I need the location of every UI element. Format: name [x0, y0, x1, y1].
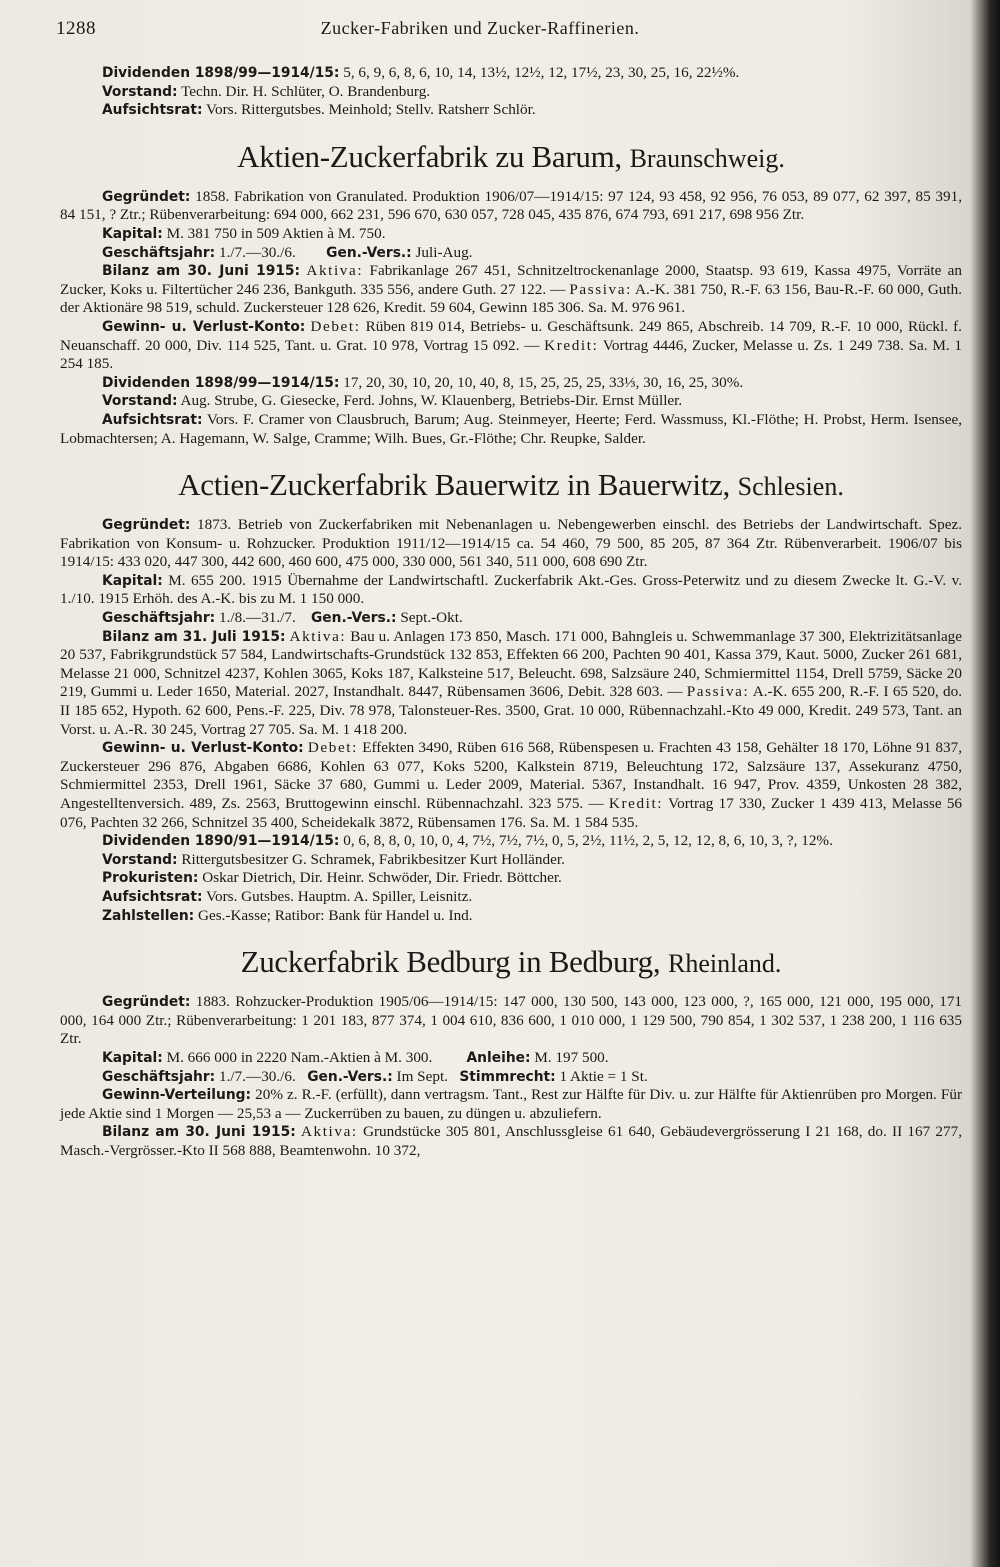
- dividenden-text: 0, 6, 8, 8, 0, 10, 0, 4, 7½, 7½, 7½, 0, 5, 2½, 11½, 2, 5, 12, 12, 8, 6, 10, 3, ?, 12%.: [343, 832, 833, 850]
- intro-vorstand-text: Techn. Dir. H. Schlüter, O. Brandenburg.: [181, 82, 431, 100]
- genvers-text: Im Sept.: [396, 1067, 448, 1085]
- company-bauerwitz: [60, 468, 962, 925]
- intro-aufsichtsrat-label: Aufsichtsrat:: [102, 102, 203, 119]
- bilanz-paragraph: [60, 1123, 962, 1160]
- prokuristen-label: Prokuristen:: [102, 870, 199, 887]
- genvers-text: Sept.-Okt.: [400, 609, 463, 627]
- company-bedburg: [60, 945, 962, 1160]
- passiva-word: Passiva:: [686, 683, 750, 701]
- genvers-label: Gen.-Vers.:: [307, 1068, 393, 1085]
- intro-aufsichtsrat: [60, 101, 962, 120]
- bilanz-label: Bilanz am 30. Juni 1915:: [102, 1124, 296, 1141]
- gegruendet-text: 1873. Betrieb von Zuckerfabriken mit Nebenanlagen u. Nebengewerben einschl. des Betriebs der Landwirtschaft. Spez. Fabrikation von Konsum- u. Rohzucker. Produktion 1911/12—1914/15 ca. 54 460, 79 500, 85 205, 87 364 Ztr. Rübenverarbeit. 1906/07 bis 1914/15: 433 020, 447 300, 442 600, 460 600, 475 000, 330 000, 561 340, 511 000, 608 690 Ztr.: [60, 516, 963, 571]
- gewinnverteilung-paragraph: [60, 1086, 962, 1123]
- stimmrecht-text: 1 Aktie = 1 St.: [559, 1067, 648, 1085]
- company-title: [60, 140, 962, 176]
- company-location: Rheinland.: [668, 949, 782, 979]
- aufsichtsrat-label: Aufsichtsrat:: [102, 411, 203, 428]
- company-name: Actien-Zuckerfabrik Bauerwitz in Bauerwitz,: [178, 467, 730, 503]
- vorstand-text: Rittergutsbesitzer G. Schramek, Fabrikbesitzer Kurt Holländer.: [181, 850, 565, 868]
- debet-text: Effekten 3490, Rüben 616 568, Rübenspesen u. Frachten 43 158, Gehälter 18 170, Löhne 91 837, Zuckersteuer 296 876, Abgaben 6686, Kohlen 63 077, Koks 5200, Kalkstein 8719, Beleuchtung 172, Salzsäure 137, Assekuranz 4750, Schmiermittel 2353, Drell 1961, Säcke 37 680, Gummi u. Leder 2009, Material. 5367, Instandhalt. 16 947, Prov. 4359, Unkosten 28 382, Angestelltenversich. 489, Zs. 2563, Bruttogewinn einschl. Rübennachzahl. 323 575. —: [60, 739, 963, 812]
- aktiva-text: Grundstücke 305 801, Anschlussgleise 61 640, Gebäudevergrösserung I 21 168, do. II 167 277, Masch.-Vergrösser.-Kto II 568 888, Beamtenwohn. 10 372,: [60, 1123, 962, 1159]
- stimmrecht-label: Stimmrecht:: [459, 1068, 556, 1085]
- gegruendet-label: Gegründet:: [102, 517, 191, 534]
- intro-vorstand: [60, 83, 962, 102]
- gegruendet-paragraph: [60, 516, 962, 572]
- page-content: [56, 18, 963, 1161]
- aktiva-word: Aktiva:: [300, 1123, 358, 1141]
- aufsichtsrat-label: Aufsichtsrat:: [102, 888, 203, 905]
- bilanz-paragraph: [60, 628, 962, 740]
- page-header: [56, 18, 962, 52]
- geschaeftsjahr-label: Geschäftsjahr:: [102, 1068, 216, 1085]
- kapital-label: Kapital:: [102, 572, 163, 589]
- zahlstellen-text: Ges.-Kasse; Ratibor: Bank für Handel u. Ind.: [197, 906, 473, 924]
- prokuristen-paragraph: [60, 869, 962, 888]
- intro-vorstand-label: Vorstand:: [102, 83, 178, 100]
- kapital-text: M. 666 000 in 2220 Nam.-Aktien à M. 300.: [166, 1048, 433, 1066]
- vorstand-label: Vorstand:: [102, 393, 178, 410]
- bilanz-label: Bilanz am 30. Juni 1915:: [102, 263, 301, 280]
- kredit-word: Kredit:: [608, 795, 664, 812]
- debet-word: Debet:: [307, 739, 358, 757]
- kapital-paragraph: [60, 572, 962, 609]
- zahlstellen-paragraph: [60, 907, 962, 926]
- geschaeftsjahr-text: 1./7.—30./6.: [219, 243, 296, 261]
- company-location: Braunschweig.: [629, 143, 785, 173]
- dividenden-paragraph: [60, 832, 962, 851]
- previous-company-tail: [60, 64, 962, 120]
- company-barum: [60, 140, 962, 448]
- passiva-text: A.-K. 381 750, R.-F. 63 156, Bau-R.-F. 60 000, Guth. der Aktionäre 98 519, schuld. Zuckersteuer 128 626, Kredit. 59 604, Gewinn 185 306. Sa. M. 976 961.: [60, 280, 962, 317]
- dividenden-label: Dividenden 1890/91—1914/15:: [102, 833, 340, 850]
- company-name: Zuckerfabrik Bedburg in Bedburg,: [240, 944, 661, 980]
- anleihe-text: M. 197 500.: [534, 1048, 609, 1066]
- zahlstellen-label: Zahlstellen:: [102, 907, 195, 924]
- genvers-text: Juli-Aug.: [415, 243, 473, 261]
- gewinnverteilung-text: 20% z. R.-F. (erfüllt), dann vertragsm. Tant., Rest zur Hälfte für Div. u. zur Hälfte für Aktienrüben pro Morgen. Für jede Aktie sind 1 Morgen — 25,53 a — Zuckerrüben zu bauen, zu düngen u. abzuliefern.: [60, 1086, 963, 1122]
- passiva-word: Passiva:: [569, 280, 632, 298]
- gegruendet-label: Gegründet:: [102, 994, 191, 1011]
- vorstand-label: Vorstand:: [102, 851, 178, 868]
- gegruendet-paragraph: [60, 188, 962, 225]
- geschaeftsjahr-text: 1./8.—31./7.: [219, 609, 296, 627]
- debet-word: Debet:: [310, 317, 361, 335]
- dividenden-label: Dividenden 1898/99—1914/15:: [102, 374, 340, 391]
- genvers-label: Gen.-Vers.:: [326, 244, 412, 261]
- aktiva-text: Bau u. Anlagen 173 850, Masch. 171 000, Bahngleis u. Schwemmanlage 37 300, Elektrizitätsanlage 20 537, Fabrikgrundstück 57 584, Landwirtschafts-Grundstück 132 853, Effekten 66 200, Pachten 90 401, Kassa 379, Kaut. 5000, Zucker 261 681, Melasse 21 000, Schnitzel 4237, Kohlen 3065, Koks 187, Kalksteine 517, Beleucht. 698, Salzsäure 240, Schmiermittel 1154, Drell 5759, Säcke 20 219, Gummi u. Leder 1650, Material. 2027, Instandhalt. 8447, Rübensamen 3606, Debit. 328 603. —: [60, 627, 963, 701]
- aufsichtsrat-paragraph: [60, 411, 962, 448]
- aufsichtsrat-paragraph: [60, 888, 962, 907]
- gewinn-verlust-paragraph: [60, 739, 962, 832]
- debet-text: Rüben 819 014, Betriebs- u. Geschäftsunk. 249 865, Abschreib. 14 709, R.-F. 10 000, Rückl. f. Neuanschaff. 20 000, Div. 114 525, Tant. u. Grat. 10 978, Vortrag 15 092. —: [60, 317, 962, 354]
- running-title: Zucker-Fabriken und Zucker-Raffinerien.: [320, 18, 640, 38]
- dividenden-paragraph: [60, 374, 962, 393]
- gegruendet-text: 1858. Fabrikation von Granulated. Produktion 1906/07—1914/15: 97 124, 93 458, 92 956, 76 053, 89 077, 62 397, 85 391, 84 151, ? Ztr.; Rübenverarbeitung: 694 000, 662 231, 596 670, 630 057, 728 045, 435 876, 674 793, 691 217, 698 956 Ztr.: [60, 187, 963, 224]
- intro-dividenden-text: 5, 6, 9, 6, 8, 6, 10, 14, 13½, 12½, 12, 17½, 23, 30, 25, 16, 22½%.: [343, 64, 740, 81]
- geschaeftsjahr-label: Geschäftsjahr:: [102, 610, 216, 627]
- intro-dividenden: [60, 64, 962, 83]
- passiva-text: A.-K. 655 200, R.-F. I 65 520, do. II 185 652, Hypoth. 62 600, Pens.-F. 225, Div. 78 978, Talonsteuer-Res. 3500, Grat. 10 000, Rübennachzahl.-Kto 49 000, Kredit. 249 573, Tant. an Vorst. u. A.-R. 30 245, Vortrag 27 705. Sa. M. 1 418 200.: [60, 683, 962, 738]
- gegruendet-paragraph: [60, 993, 962, 1049]
- aktiva-word: Aktiva:: [306, 262, 364, 280]
- anleihe-label: Anleihe:: [466, 1049, 531, 1066]
- company-title: [60, 945, 962, 981]
- company-name: Aktien-Zuckerfabrik zu Barum,: [237, 138, 622, 174]
- aufsichtsrat-text: Vors. F. Cramer von Clausbruch, Barum; Aug. Steinmeyer, Heerte; Ferd. Wassmuss, Kl.-Flöthe; H. Probst, Herm. Isensee, Lobmachtersen; A. Hagemann, W. Salge, Cramme; Wilh. Bues, Gr.-Flöthe; Chr. Reupke, Salder.: [60, 410, 962, 447]
- geschaeftsjahr-paragraph: [60, 244, 962, 263]
- dividenden-text: 17, 20, 30, 10, 20, 10, 40, 8, 15, 25, 25, 25, 33⅓, 30, 16, 25, 30%.: [343, 373, 744, 391]
- kapital-label: Kapital:: [102, 225, 163, 242]
- gegruendet-text: 1883. Rohzucker-Produktion 1905/06—1914/15: 147 000, 130 500, 143 000, 123 000, ?, 165 000, 121 000, 195 000, 171 000, 164 000 Ztr.; Rübenverarbeitung: 1 201 183, 877 374, 1 004 610, 836 600, 1 010 000, 1 129 500, 790 854, 1 302 537, 1 238 200, 1 116 635 Ztr.: [60, 993, 963, 1048]
- company-location: Schlesien.: [737, 472, 844, 502]
- gegruendet-label: Gegründet:: [102, 188, 191, 205]
- bilanz-paragraph: [60, 262, 962, 318]
- vorstand-text: Aug. Strube, G. Giesecke, Ferd. Johns, W. Klauenberg, Betriebs-Dir. Ernst Müller.: [180, 392, 683, 410]
- intro-aufsichtsrat-text: Vors. Rittergutsbes. Meinhold; Stellv. Ratsherr Schlör.: [206, 101, 536, 119]
- geschaeftsjahr-label: Geschäftsjahr:: [102, 244, 216, 261]
- kapital-paragraph: [60, 1049, 962, 1068]
- kapital-paragraph: [60, 225, 962, 244]
- kredit-text: Vortrag 4446, Zucker, Melasse u. Zs. 1 249 738. Sa. M. 1 254 185.: [60, 336, 962, 373]
- vorstand-paragraph: [60, 392, 962, 411]
- vorstand-paragraph: [60, 851, 962, 870]
- geschaeftsjahr-text: 1./7.—30./6.: [219, 1067, 296, 1085]
- company-title: [60, 468, 962, 504]
- gv-label: Gewinn- u. Verlust-Konto:: [102, 740, 304, 757]
- aktiva-word: Aktiva:: [289, 627, 347, 645]
- geschaeftsjahr-paragraph: [60, 1068, 962, 1087]
- aufsichtsrat-text: Vors. Gutsbes. Hauptm. A. Spiller, Leisnitz.: [206, 887, 473, 905]
- kapital-label: Kapital:: [102, 1049, 163, 1066]
- intro-dividenden-label: Dividenden 1898/99—1914/15:: [102, 65, 340, 81]
- prokuristen-text: Oskar Dietrich, Dir. Heinr. Schwöder, Dir. Friedr. Böttcher.: [202, 869, 562, 887]
- kredit-word: Kredit:: [544, 336, 599, 354]
- kapital-text: M. 381 750 in 509 Aktien à M. 750.: [166, 224, 386, 242]
- gewinn-verlust-paragraph: [60, 318, 962, 374]
- bilanz-label: Bilanz am 31. Juli 1915:: [102, 628, 286, 645]
- aktiva-text: Fabrikanlage 267 451, Schnitzeltrockenanlage 2000, Staatsp. 93 619, Kassa 4975, Vorräte an Zucker, Koks u. Filtertücher 246 236, Bankguth. 335 556, andere Guth. 27 122. —: [60, 262, 963, 298]
- gv-label: Gewinn- u. Verlust-Konto:: [102, 318, 306, 335]
- gewinnverteilung-label: Gewinn-Verteilung:: [102, 1087, 252, 1104]
- kapital-text: M. 655 200. 1915 Übernahme der Landwirtschaftl. Zuckerfabrik Akt.-Ges. Gross-Peterwitz und zu diesem Zwecke lt. G.-V. v. 1./10. 1915 Erhöh. des A.-K. bis zu M. 1 150 000.: [60, 571, 963, 608]
- geschaeftsjahr-paragraph: [60, 609, 962, 628]
- genvers-label: Gen.-Vers.:: [310, 610, 397, 627]
- kredit-text: Vortrag 17 330, Zucker 1 439 413, Melasse 56 076, Pachten 32 266, Schnitzel 35 400, Scheidekalk 3872, Rübensamen 176. Sa. M. 1 584 535.: [60, 795, 963, 831]
- page-number: 1288: [56, 18, 96, 39]
